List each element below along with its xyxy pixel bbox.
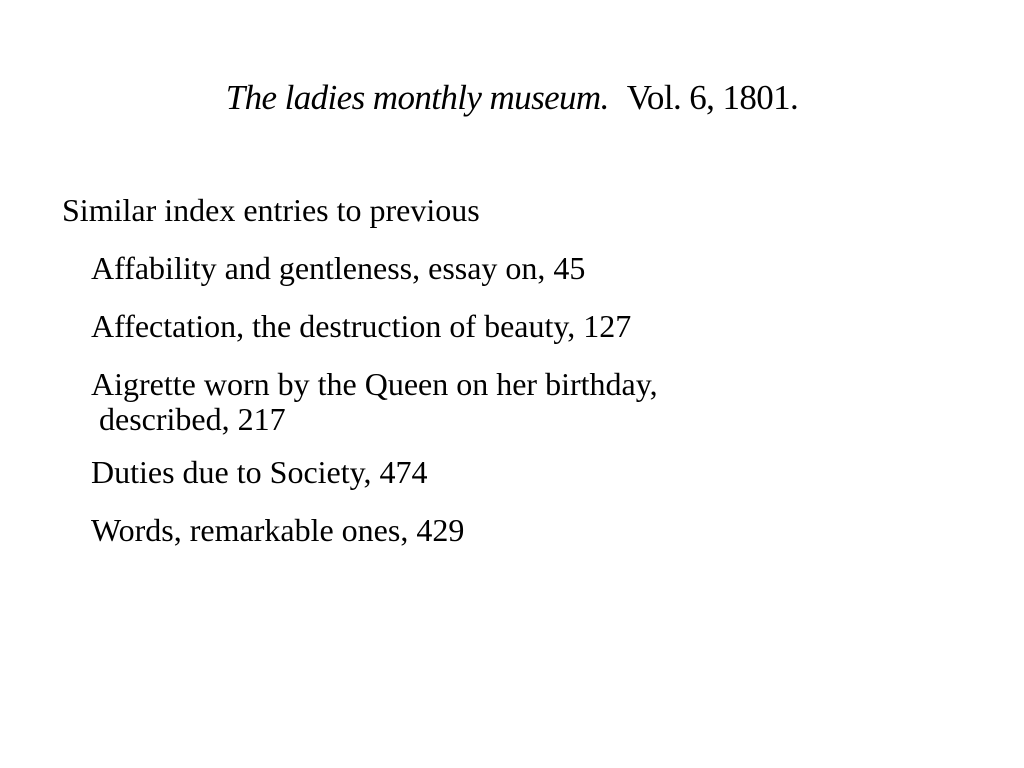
index-entry-text: Aigrette worn by the Queen on her birthday, [91,366,658,402]
index-entry-text: Affability and gentleness, essay on, 45 [91,250,586,286]
slide-body [62,188,962,566]
body-heading: Similar index entries to previous [62,192,480,228]
index-entry [62,450,962,494]
index-entry [62,362,962,436]
index-entry-text: Affectation, the destruction of beauty, 127 [91,308,632,344]
index-entries-list [62,246,962,552]
index-entry-text: Words, remarkable ones, 429 [91,512,465,548]
index-entry-text: Duties due to Society, 474 [91,454,428,490]
index-entry [62,304,962,348]
index-entry [62,508,962,552]
index-entry [62,246,962,290]
index-entry-continuation: described, 217 [99,401,286,437]
slide-title [0,76,1024,120]
title-volume: Vol. 6, 1801. [626,78,799,117]
title-publication: The ladies monthly museum. [225,78,609,117]
